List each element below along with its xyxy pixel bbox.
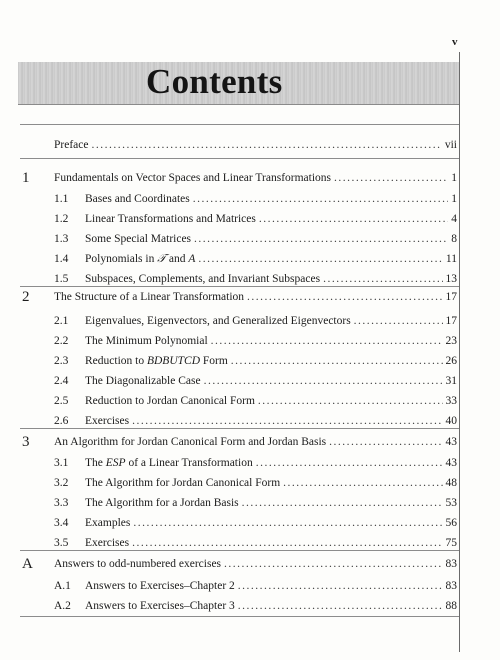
- section-number: 1.4: [54, 253, 69, 265]
- section-number: A.2: [54, 600, 71, 612]
- toc-section[interactable]: [54, 334, 457, 348]
- section-number: 2.3: [54, 355, 69, 367]
- toc-entry-title: Answers to Exercises–Chapter 2: [85, 580, 235, 592]
- page-number: v: [452, 36, 458, 48]
- toc-entry-title: The Diagonalizable Case: [85, 375, 201, 387]
- section-number: 3.5: [54, 537, 69, 549]
- toc-entry-title: An Algorithm for Jordan Canonical Form and Jordan Basis: [54, 436, 327, 448]
- dot-leader: [198, 252, 443, 266]
- dot-leader: [193, 192, 448, 206]
- toc-page-number: 43: [445, 457, 457, 469]
- section-number: 2.4: [54, 375, 69, 387]
- toc-entry-title: Reduction to BDBUTCD Form: [85, 355, 228, 367]
- toc-entry-title: Eigenvalues, Eigenvectors, and Generalized Eigenvectors: [85, 315, 351, 327]
- section-number: 2.5: [54, 395, 69, 407]
- section-number: A.1: [54, 580, 71, 592]
- dot-leader: [133, 516, 442, 530]
- toc-section[interactable]: [54, 272, 457, 286]
- toc-section[interactable]: [54, 536, 457, 550]
- toc-page-number: 4: [451, 213, 457, 225]
- toc-page-number: 17: [445, 291, 457, 303]
- toc-page-number: 88: [445, 600, 457, 612]
- section-number: 1.2: [54, 213, 69, 225]
- dot-leader: [194, 232, 448, 246]
- toc-entry-title: The ESP of a Linear Transformation: [85, 457, 253, 469]
- section-number: 2.2: [54, 335, 69, 347]
- toc-page-number: 33: [445, 395, 457, 407]
- dot-leader: [238, 579, 443, 593]
- toc-page-number: 43: [445, 436, 457, 448]
- dot-leader: [329, 435, 442, 449]
- chapter-number: A: [22, 556, 33, 572]
- toc-section[interactable]: [54, 374, 457, 388]
- toc-page-number: 11: [445, 253, 457, 265]
- divider: [20, 124, 459, 125]
- toc-page-number: 48: [445, 477, 457, 489]
- toc-section[interactable]: [54, 414, 457, 428]
- toc-page-number: 1: [451, 193, 457, 205]
- section-number: 3.2: [54, 477, 69, 489]
- toc-section[interactable]: [54, 252, 457, 266]
- dot-leader: [258, 394, 443, 408]
- section-number: 3.4: [54, 517, 69, 529]
- section-number: 1.3: [54, 233, 69, 245]
- page-title: Contents: [146, 62, 283, 101]
- dot-leader: [256, 456, 443, 470]
- toc-entry-title: Examples: [85, 517, 131, 529]
- toc-page-number: 75: [445, 537, 457, 549]
- dot-leader: [247, 290, 442, 304]
- toc-preface[interactable]: [54, 138, 457, 152]
- toc-section[interactable]: [54, 579, 457, 593]
- divider: [20, 158, 459, 159]
- toc-entry-title: Answers to odd-numbered exercises: [54, 558, 222, 570]
- dot-leader: [323, 272, 442, 286]
- toc-page-number: 53: [445, 497, 457, 509]
- toc-entry-title: The Minimum Polynomial: [85, 335, 208, 347]
- toc-section[interactable]: [54, 212, 457, 226]
- divider: [20, 428, 459, 429]
- toc-section[interactable]: [54, 314, 457, 328]
- toc-entry-title: Linear Transformations and Matrices: [85, 213, 256, 225]
- toc-appendix-a[interactable]: [54, 557, 457, 571]
- section-number: 1.5: [54, 273, 69, 285]
- section-number: 3.3: [54, 497, 69, 509]
- toc-section[interactable]: [54, 456, 457, 470]
- toc-entry-title: Exercises: [85, 415, 130, 427]
- toc-page-number: 17: [445, 315, 457, 327]
- toc-entry-title: Fundamentals on Vector Spaces and Linear Transformations: [54, 172, 332, 184]
- dot-leader: [259, 212, 448, 226]
- toc-entry-title: Subspaces, Complements, and Invariant Subspaces: [85, 273, 321, 285]
- toc-section[interactable]: [54, 476, 457, 490]
- dot-leader: [354, 314, 443, 328]
- toc-section[interactable]: [54, 496, 457, 510]
- toc-page-number: 23: [445, 335, 457, 347]
- section-number: 2.1: [54, 315, 69, 327]
- toc-page-number: 83: [445, 558, 457, 570]
- dot-leader: [91, 138, 441, 152]
- toc-entry-title: Polynomials in 𝒯 and A: [85, 253, 196, 265]
- toc-entry-title: Bases and Coordinates: [85, 193, 190, 205]
- dot-leader: [204, 374, 443, 388]
- toc-section[interactable]: [54, 354, 457, 368]
- toc-page-number: 83: [445, 580, 457, 592]
- divider: [20, 550, 459, 551]
- toc-page-number: 1: [451, 172, 457, 184]
- toc-entry-title: Answers to Exercises–Chapter 3: [85, 600, 235, 612]
- toc-entry-title: Some Special Matrices: [85, 233, 192, 245]
- toc-section[interactable]: [54, 394, 457, 408]
- toc-entry-title: The Structure of a Linear Transformation: [54, 291, 245, 303]
- toc-entry-title: The Algorithm for Jordan Canonical Form: [85, 477, 281, 489]
- toc-entry-title: The Algorithm for a Jordan Basis: [85, 497, 239, 509]
- dot-leader: [132, 414, 442, 428]
- toc-page-number: 56: [445, 517, 457, 529]
- section-number: 1.1: [54, 193, 69, 205]
- toc-section[interactable]: [54, 516, 457, 530]
- divider: [20, 616, 459, 617]
- divider: [20, 286, 459, 287]
- toc-section[interactable]: [54, 192, 457, 206]
- toc-page-number: vii: [444, 139, 457, 151]
- toc-entry-title: Reduction to Jordan Canonical Form: [85, 395, 255, 407]
- dot-leader: [224, 557, 442, 571]
- toc-chapter-2[interactable]: [54, 290, 457, 304]
- section-number: 2.6: [54, 415, 69, 427]
- toc-section[interactable]: [54, 232, 457, 246]
- toc-page-number: 31: [445, 375, 457, 387]
- dot-leader: [242, 496, 443, 510]
- toc-page-number: 13: [445, 273, 457, 285]
- toc-entry-title: Exercises: [85, 537, 130, 549]
- toc-entry-title: Preface: [54, 139, 89, 151]
- dot-leader: [211, 334, 443, 348]
- dot-leader: [238, 599, 443, 613]
- toc-section[interactable]: [54, 599, 457, 613]
- toc-chapter-3[interactable]: [54, 435, 457, 449]
- chapter-number: 3: [22, 434, 30, 450]
- toc-page-number: 8: [451, 233, 457, 245]
- chapter-number: 1: [22, 170, 30, 186]
- toc-page-number: 26: [445, 355, 457, 367]
- section-number: 3.1: [54, 457, 69, 469]
- dot-leader: [283, 476, 442, 490]
- chapter-number: 2: [22, 289, 30, 305]
- toc-page-number: 40: [445, 415, 457, 427]
- dot-leader: [231, 354, 443, 368]
- toc-chapter-1[interactable]: [54, 171, 457, 185]
- dot-leader: [132, 536, 442, 550]
- dot-leader: [334, 171, 448, 185]
